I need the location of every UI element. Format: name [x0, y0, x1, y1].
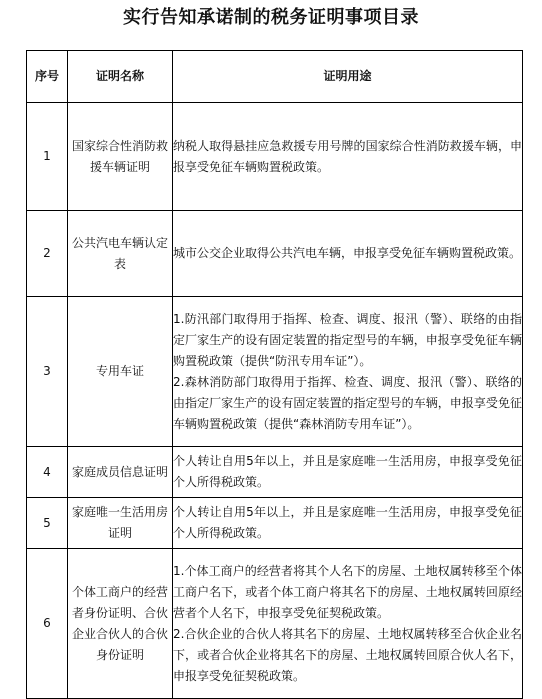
row-certificate-name: 国家综合性消防救援车辆证明 — [68, 103, 173, 211]
row-certificate-name: 家庭成员信息证明 — [68, 447, 173, 498]
use-paragraph: 城市公交企业取得公共汽电车辆，申报享受免征车辆购置税政策。 — [173, 246, 522, 260]
header-certificate-use: 证明用途 — [173, 51, 523, 103]
document-title: 实行告知承诺制的税务证明事项目录 — [123, 7, 419, 28]
use-paragraph: 个人转让自用5年以上，并且是家庭唯一生活用房，申报享受免征个人所得税政策。 — [173, 454, 522, 489]
row-certificate-name: 公共汽电车辆认定表 — [68, 211, 173, 297]
row-certificate-name: 家庭唯一生活用房证明 — [68, 498, 173, 549]
table-row — [27, 211, 523, 297]
table-row — [27, 498, 523, 549]
row-certificate-use — [173, 103, 523, 211]
use-paragraph: 2.森林消防部门取得用于指挥、检查、调度、报汛（警）、联络的由指定厂家生产的设有固定装置的指定型号的车辆，申报享受免征车辆购置税政策（提供“森林消防专用车证”）。 — [173, 374, 522, 431]
certificate-matters-table — [26, 50, 523, 699]
use-paragraph: 2.合伙企业的合伙人将其名下的房屋、土地权属转移至合伙企业名下，或者合伙企业将其名下的房屋、土地权属转回原合伙人名下，申报享受免征契税政策。 — [173, 626, 522, 683]
row-serial-number: 5 — [27, 498, 68, 549]
use-paragraph: 1.防汛部门取得用于指挥、检查、调度、报汛（警）、联络的由指定厂家生产的设有固定装置的指定型号的车辆，申报享受免征车辆购置税政策（提供“防汛专用车证”）。 — [173, 311, 522, 368]
row-certificate-use — [173, 297, 523, 447]
use-paragraph: 1.个体工商户的经营者将其个人名下的房屋、土地权属转移至个体工商户名下，或者个体工商户将其名下的房屋、土地权属转回原经营者个人名下，申报享受免征契税政策。 — [173, 563, 522, 620]
header-certificate-name: 证明名称 — [68, 51, 173, 103]
table-row — [27, 549, 523, 699]
header-serial-number: 序号 — [27, 51, 68, 103]
row-serial-number: 2 — [27, 211, 68, 297]
row-serial-number: 1 — [27, 103, 68, 211]
row-certificate-use — [173, 447, 523, 498]
use-paragraph: 纳税人取得悬挂应急救援专用号牌的国家综合性消防救援车辆，申报享受免征车辆购置税政策。 — [173, 138, 522, 174]
row-serial-number: 3 — [27, 297, 68, 447]
row-serial-number: 4 — [27, 447, 68, 498]
row-certificate-name: 专用车证 — [68, 297, 173, 447]
use-paragraph: 个人转让自用5年以上，并且是家庭唯一生活用房，申报享受免征个人所得税政策。 — [173, 505, 522, 540]
row-certificate-use — [173, 498, 523, 549]
row-certificate-use — [173, 549, 523, 699]
table-row — [27, 447, 523, 498]
row-serial-number: 6 — [27, 549, 68, 699]
table-row — [27, 103, 523, 211]
row-certificate-name: 个体工商户的经营者身份证明、合伙企业合伙人的合伙身份证明 — [68, 549, 173, 699]
table-header-row — [27, 51, 523, 103]
table-row — [27, 297, 523, 447]
row-certificate-use — [173, 211, 523, 297]
